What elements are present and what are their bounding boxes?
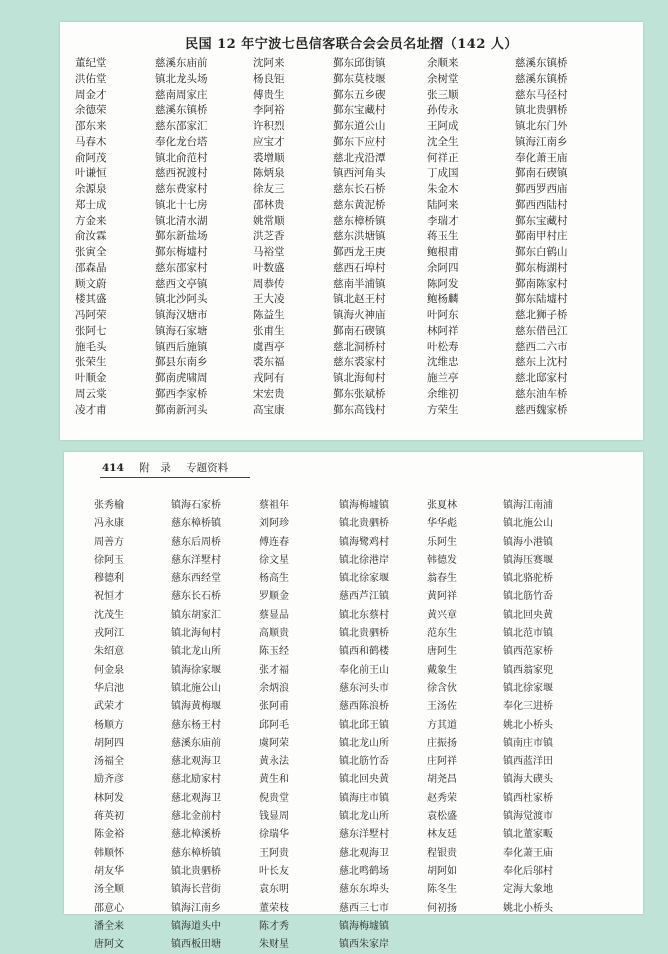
- member-name: 洪芝香: [253, 230, 285, 243]
- member-address: 奉化后邬村: [503, 865, 553, 877]
- member-address: 慈溪东庙前: [171, 737, 221, 749]
- member-name: 徐文星: [259, 554, 289, 566]
- member-address: 鄞西龙王庚: [333, 246, 386, 258]
- member-address: 镇海徐家堰: [171, 664, 221, 676]
- member-name: 朱金木: [427, 183, 459, 195]
- member-name: 蔡显品: [259, 609, 289, 621]
- member-name: 高顺贵: [259, 628, 289, 640]
- member-name: 林友廷: [427, 829, 457, 841]
- member-address: 慈东借邑江: [515, 324, 568, 337]
- member-name: 余炳浪: [259, 682, 289, 694]
- member-name: 王大凌: [253, 293, 285, 306]
- member-address: 奉化萧王庙: [515, 151, 568, 164]
- member-name: 陈冬生: [427, 884, 457, 896]
- member-name: 王汤佐: [427, 701, 457, 713]
- member-name: 孙传永: [427, 104, 459, 117]
- member-address: 慈东长石桥: [171, 591, 221, 603]
- member-name: 陈才秀: [259, 920, 289, 932]
- member-name: 沈阿来: [253, 57, 285, 69]
- member-address: 慈东东埠头: [339, 884, 389, 896]
- member-address: 慈东费家村: [155, 183, 208, 195]
- member-name: 邵东来: [75, 120, 107, 132]
- member-name: 王阿成: [427, 120, 459, 132]
- member-address: 慈北观海卫: [171, 756, 221, 768]
- member-address: 鄞东邱街镇: [333, 57, 386, 69]
- member-name: 凌才甫: [75, 403, 107, 416]
- member-name: 张三顺: [427, 88, 459, 101]
- member-address: 镇北筋竹岙: [503, 591, 553, 603]
- member-name: 武荣才: [94, 701, 124, 713]
- member-address: 慈东长石桥: [333, 183, 386, 195]
- member-address: 慈北狮子桥: [515, 309, 568, 321]
- member-name: 邵森晶: [75, 261, 107, 274]
- member-name: 徐含伙: [427, 682, 457, 694]
- member-address: 镇西杜家桥: [503, 792, 553, 804]
- member-address: 慈溪东镇桥: [515, 72, 568, 85]
- member-address: 鄞东梅湖村: [515, 261, 568, 274]
- member-address: 鄞东宝藏村: [515, 214, 568, 227]
- member-name: 俞阿茂: [75, 151, 107, 164]
- member-address: 镇北徐家堰: [503, 682, 553, 694]
- header-rule: [100, 477, 250, 478]
- member-name: 陈阿发: [427, 277, 459, 290]
- member-name: 华华彪: [427, 518, 457, 530]
- member-name: 张荣生: [75, 356, 107, 369]
- member-address: 镇海黄梅堰: [171, 701, 221, 713]
- member-address: 慈东杨王村: [171, 719, 221, 731]
- member-address: [503, 918, 634, 936]
- member-name: 施毛头: [75, 340, 107, 353]
- member-address: 镇北俞范村: [155, 151, 208, 164]
- member-address: 鄞南虎啸周: [155, 372, 208, 384]
- member-address: 镇海石家桥: [171, 500, 221, 511]
- member-address: 镇北徐家堰: [339, 573, 389, 585]
- member-address: 镇北回央黄: [503, 609, 553, 621]
- member-name: 李阿裕: [253, 104, 285, 117]
- member-name: 叶阿东: [427, 309, 459, 321]
- member-name: 马裕堂: [253, 246, 285, 258]
- member-address: 镇海鹭鸡村: [339, 536, 389, 548]
- member-name: 高宝康: [253, 403, 285, 416]
- member-name: 韩顺怀: [94, 847, 124, 859]
- member-address: 慈南半浦镇: [333, 277, 386, 290]
- member-address: 镇北施公山: [171, 682, 221, 694]
- member-address: 鄞东张斌桥: [333, 387, 386, 400]
- member-address: 镇海梅墟镇: [339, 500, 389, 511]
- member-address: 鄞东梅墟村: [155, 246, 208, 258]
- member-name: 韩德发: [427, 554, 457, 566]
- member-address: 镇北董家畈: [503, 829, 553, 841]
- member-address: 镇北龙山所: [339, 811, 389, 823]
- member-name: 王阿贵: [259, 847, 289, 859]
- member-address: 慈东洋墅村: [339, 829, 389, 841]
- member-name: 冯阿荣: [75, 309, 107, 321]
- member-address: 镇海江南乡: [515, 135, 568, 148]
- member-address: 慈北励家村: [171, 774, 221, 786]
- member-name: 林阿发: [94, 792, 124, 804]
- member-name: 钱显周: [259, 811, 289, 823]
- member-address: 姚北小桥头: [503, 719, 553, 731]
- member-name: 施兰亭: [427, 372, 459, 384]
- member-name: 华启池: [94, 682, 124, 694]
- member-address: 慈南周家庄: [155, 88, 208, 101]
- page-title: 民国 12 年宁波七邑信客联合会会员名址摺（142 人）: [185, 37, 518, 52]
- member-name: 方金来: [75, 214, 107, 227]
- member-address: 鄞东宝藏村: [333, 104, 386, 117]
- member-name: 励齐彦: [94, 774, 124, 786]
- member-address: 慈北戎沿潭: [333, 151, 386, 164]
- member-name: 刘阿珍: [259, 518, 289, 530]
- member-name: 沈全生: [427, 135, 459, 148]
- member-name: 黄永法: [259, 756, 289, 768]
- member-address: 慈西二六市: [515, 340, 568, 353]
- member-name: 李瑞才: [427, 214, 459, 227]
- member-name: 戎阿有: [253, 372, 285, 384]
- member-address: 镇东胡家汇: [171, 609, 221, 621]
- member-name: 戴象生: [427, 664, 457, 676]
- member-name: 张秀榆: [94, 500, 124, 511]
- member-name: 叶谦恒: [75, 167, 107, 180]
- member-name: 赵秀荣: [427, 792, 457, 804]
- member-name: 蒋英初: [94, 811, 124, 823]
- member-name: 叶顺金: [75, 372, 107, 384]
- member-name: 方荣生: [427, 403, 459, 416]
- member-address: 镇西和鹤楼: [339, 646, 389, 658]
- member-address: 鄞西李家桥: [155, 387, 208, 400]
- member-name: 祝恒才: [94, 591, 124, 603]
- member-address: 镇海石家塘: [155, 324, 208, 337]
- member-name: 邵意心: [94, 902, 124, 914]
- member-name: 张阿七: [75, 324, 107, 337]
- member-name: 倪贵堂: [259, 792, 289, 804]
- member-address: 镇海庄市镇: [339, 792, 389, 804]
- member-name: 叶数盛: [253, 261, 285, 274]
- member-name: 董荣枝: [259, 902, 289, 914]
- member-address: 慈北洞桥村: [333, 340, 386, 353]
- member-address: 镇北范市镇: [503, 628, 553, 640]
- member-name: 杨高生: [259, 573, 289, 585]
- member-name: 冯永康: [94, 518, 124, 530]
- upper-document-page: [60, 22, 643, 440]
- member-name: 叶松寿: [427, 340, 459, 353]
- member-address: 慈北邸家村: [515, 372, 568, 384]
- chapter-label: 专题资料: [186, 462, 229, 474]
- member-address: 慈西石埠村: [333, 261, 386, 274]
- member-name: 周金才: [75, 88, 107, 101]
- member-name: 洪佑堂: [75, 72, 107, 85]
- member-address: 姚北小桥头: [503, 902, 553, 914]
- member-name: 何初扬: [427, 902, 457, 914]
- member-address: 镇北筋竹岙: [339, 756, 389, 768]
- member-address: 镇北东蔡村: [339, 609, 389, 621]
- member-name: 马春木: [75, 135, 107, 148]
- member-name: 戎阿江: [94, 628, 124, 640]
- member-name: 蒋玉生: [427, 230, 459, 243]
- member-address: 镇北海甸村: [333, 372, 386, 384]
- member-address: 镇北沙阿头: [155, 293, 208, 306]
- member-name: 方其道: [427, 719, 457, 731]
- member-address: 镇北赵王村: [333, 293, 386, 306]
- member-address: 慈溪东镇桥: [515, 57, 568, 69]
- member-name: 陈金裕: [94, 829, 124, 841]
- member-address: 鄞东陆墟村: [515, 293, 568, 306]
- member-name: 胡友华: [94, 865, 124, 877]
- member-address: 镇西朱家岸: [339, 939, 389, 951]
- member-name: 范东生: [427, 628, 457, 640]
- member-address: 慈西文亭镇: [155, 277, 208, 290]
- member-address: 慈东洪塘镇: [333, 230, 386, 243]
- member-address: 镇北回央黄: [339, 774, 389, 786]
- member-name: 虞阿荣: [259, 737, 289, 749]
- member-address: 鄞东下应村: [333, 135, 386, 148]
- member-name: 余源泉: [75, 183, 107, 195]
- member-address: 鄞西罗西庙: [515, 183, 568, 195]
- member-address: 镇北贵驷桥: [339, 518, 389, 530]
- member-address: 慈东黄泥桥: [333, 198, 386, 211]
- member-address: 慈北金前村: [171, 811, 221, 823]
- member-address: 镇西翁家兜: [503, 664, 553, 676]
- member-name: 周云棠: [75, 387, 107, 400]
- member-name: 庄振扬: [427, 737, 457, 749]
- member-name: 陈炳泉: [253, 167, 285, 180]
- member-name: 沈茂生: [94, 609, 124, 621]
- member-address: 慈东邵家汇: [155, 120, 208, 132]
- member-address: 镇北贵驷桥: [171, 865, 221, 877]
- member-address: 镇海压赛堰: [503, 554, 553, 566]
- member-address: 鄞东莫枝堰: [333, 72, 386, 85]
- member-address: 慈西魏家桥: [515, 403, 568, 416]
- member-name: 杨良钜: [253, 72, 285, 85]
- member-name: 邵林贵: [253, 198, 285, 211]
- member-name: 胡尧昌: [427, 774, 457, 786]
- member-name: 胡阿四: [94, 737, 124, 749]
- member-address: 鄞南石碶镇: [515, 167, 568, 180]
- member-name: 俞汝霖: [75, 230, 107, 243]
- member-name: 林阿祥: [427, 324, 459, 337]
- member-address: 鄞东五乡碶: [333, 88, 386, 101]
- member-address: 慈东邵家村: [155, 261, 208, 274]
- member-address: 镇北十七房: [155, 198, 208, 211]
- member-address: 镇北龙头场: [155, 72, 208, 85]
- member-address: 镇西后施镇: [155, 340, 208, 353]
- member-address: 镇西蓝洋田: [503, 756, 553, 768]
- member-name: 丁成国: [427, 167, 459, 180]
- member-name: 徐阿玉: [94, 554, 124, 566]
- member-address: 慈北观海卫: [339, 847, 389, 859]
- lower-document-page: [64, 452, 643, 951]
- member-address: 鄞县东南乡: [155, 356, 208, 369]
- member-name: 裘东福: [253, 356, 285, 369]
- member-address: 镇海梅墟镇: [339, 920, 389, 932]
- member-address: 慈溪东镇桥: [155, 104, 208, 117]
- member-address: 镇海江南乡: [171, 902, 221, 914]
- member-name: 裘增顺: [253, 151, 285, 164]
- member-name: 陆阿来: [427, 198, 459, 211]
- member-name: 姚常顺: [253, 214, 285, 227]
- member-name: 朱绍意: [94, 646, 124, 658]
- member-address: 奉化前王山: [339, 664, 389, 676]
- member-name: 陈玉经: [259, 646, 289, 658]
- member-name: 应宝才: [253, 135, 285, 148]
- member-address: 慈北樟溪桥: [171, 829, 221, 841]
- member-name: 张夏林: [427, 500, 457, 511]
- member-name: 杨顺方: [94, 719, 124, 731]
- member-address: 镇北海甸村: [171, 628, 221, 640]
- member-address: 慈西三七市: [339, 902, 389, 914]
- member-name: 余维初: [427, 387, 459, 400]
- member-name: 何祥正: [427, 151, 459, 164]
- member-name-table-lower: [94, 497, 634, 954]
- member-name: 叶长友: [259, 865, 289, 877]
- member-address: 慈西陈浪桥: [339, 701, 389, 713]
- member-address: 慈北观海卫: [171, 792, 221, 804]
- member-address: 慈东樟桥镇: [333, 214, 386, 227]
- member-name: 余阿四: [427, 261, 459, 274]
- member-name-table-upper: [75, 56, 635, 418]
- member-address: 慈西祝渡村: [155, 167, 208, 180]
- member-address: 慈西芦江镇: [339, 591, 389, 603]
- member-address: 镇北东门外: [515, 120, 568, 132]
- member-address: 奉化萧王庙: [503, 847, 553, 859]
- member-address: 镇北贵驷桥: [515, 104, 568, 117]
- member-address: 慈东后周桥: [171, 536, 221, 548]
- page-number: 414: [102, 462, 124, 474]
- member-name: 乐阿生: [427, 536, 457, 548]
- member-address: 镇北龙山所: [339, 737, 389, 749]
- member-name: 周恭传: [253, 277, 285, 290]
- member-name: 汤全顺: [94, 884, 124, 896]
- member-address: 镇西板田塘: [171, 939, 221, 951]
- member-address: 鄞东新盐场: [155, 230, 208, 243]
- member-name: 鲍杨麟: [427, 293, 459, 306]
- member-name: 张甫生: [253, 324, 285, 337]
- member-address: 慈东西经堂: [171, 573, 221, 585]
- member-name: 潘全来: [94, 920, 124, 932]
- member-name: 董纪堂: [75, 57, 107, 69]
- member-address: 鄞南石碶镇: [333, 324, 386, 337]
- member-address: 镇北徐港岸: [339, 554, 389, 566]
- member-address: 镇海江南浦: [503, 500, 553, 511]
- member-name: 宋宏贵: [253, 387, 285, 400]
- member-name: 余树堂: [427, 72, 459, 85]
- member-name: 程银贵: [427, 847, 457, 859]
- member-address: 慈东马径村: [515, 88, 568, 101]
- member-address: 镇北贵驷桥: [339, 628, 389, 640]
- member-address: 鄞西西陆村: [515, 198, 568, 211]
- member-address: 鄞东白鹤山: [515, 246, 568, 258]
- section-label: 附 录: [139, 462, 171, 474]
- member-name: 唐阿文: [94, 939, 124, 951]
- member-address: 镇西河角头: [333, 167, 386, 180]
- member-name: 罗顺金: [259, 591, 289, 603]
- member-name: 庄阿祥: [427, 756, 457, 768]
- member-address: 镇北清水湖: [155, 214, 208, 227]
- member-name: 沈维忠: [427, 356, 459, 369]
- member-address: 镇北龙山所: [171, 646, 221, 658]
- member-name: 许积烈: [253, 120, 285, 132]
- member-name: 顾文蔚: [75, 277, 107, 290]
- member-name: 鲍根甫: [427, 246, 459, 258]
- member-address: 镇海火神庙: [333, 309, 386, 321]
- member-address: 镇海大碶头: [503, 774, 553, 786]
- member-name: 朱财星: [259, 939, 289, 951]
- member-address: 慈北鸣鹤场: [339, 865, 389, 877]
- member-name: 虞酉亭: [253, 340, 285, 353]
- member-name: 余顺来: [427, 57, 459, 69]
- member-name: 何金泉: [94, 664, 124, 676]
- member-address: 鄞南新河头: [155, 403, 208, 416]
- member-name: [427, 918, 503, 936]
- member-address: 镇北骆驼桥: [503, 573, 553, 585]
- member-name: 黄生和: [259, 774, 289, 786]
- member-name: 傅贵生: [253, 88, 285, 101]
- member-name: 张寅全: [75, 246, 107, 258]
- member-address: 鄞东道公山: [333, 120, 386, 132]
- member-address: 镇南庄市镇: [503, 737, 553, 749]
- member-address: 鄞东高钱村: [333, 403, 386, 416]
- member-address: 镇海觉渡市: [503, 811, 553, 823]
- member-name: 袁松盛: [427, 811, 457, 823]
- member-address: 奉化三进桥: [503, 701, 553, 713]
- member-name: 蔡祖年: [259, 500, 289, 511]
- member-name: 汤福全: [94, 756, 124, 768]
- member-name: 陈益生: [253, 309, 285, 321]
- member-name: 余德荣: [75, 104, 107, 117]
- member-address: 镇海长营街: [171, 884, 221, 896]
- member-address: 慈溪东庙前: [155, 57, 208, 69]
- member-name: 黄兴章: [427, 609, 457, 621]
- member-name: 胡阿如: [427, 865, 457, 877]
- member-address: 慈东上沈村: [515, 356, 568, 369]
- member-address: 镇海小港镇: [503, 536, 553, 548]
- member-address: 慈东樟桥镇: [171, 847, 221, 859]
- member-name: 袁东明: [259, 884, 289, 896]
- member-name: 张阿甫: [259, 701, 289, 713]
- member-address: 镇北邱王镇: [339, 719, 389, 731]
- member-address: 慈东河头市: [339, 682, 389, 694]
- member-name: 邱阿毛: [259, 719, 289, 731]
- member-address: 镇西范家桥: [503, 646, 553, 658]
- member-address: 慈东洋墅村: [171, 554, 221, 566]
- member-name: 郑士成: [75, 198, 107, 211]
- member-name: 穆德利: [94, 573, 124, 585]
- member-address: [503, 936, 634, 954]
- member-name: [427, 936, 503, 954]
- member-address: 鄞南甲村庄: [515, 230, 568, 243]
- member-address: 定海大象地: [503, 884, 553, 896]
- member-address: 慈东裘家村: [333, 356, 386, 369]
- member-name: 张才福: [259, 664, 289, 676]
- member-name: 唐阿生: [427, 646, 457, 658]
- member-address: 奉化龙台塔: [155, 135, 208, 148]
- member-address: 镇海汉塘市: [155, 309, 208, 321]
- member-address: 慈东樟桥镇: [171, 518, 221, 530]
- member-name: 黄阿祥: [427, 591, 457, 603]
- member-address: 慈东油车桥: [515, 387, 568, 400]
- member-name: 徐友三: [253, 183, 285, 195]
- member-name: 楼其盛: [75, 293, 107, 306]
- member-address: 镇北施公山: [503, 518, 553, 530]
- member-address: 鄞南陈家村: [515, 277, 568, 290]
- member-name: 周善方: [94, 536, 124, 548]
- member-name: 翁春生: [427, 573, 457, 585]
- member-address: 镇海道头中: [171, 920, 221, 932]
- member-name: 傅连春: [259, 536, 289, 548]
- member-name: 徐瑞华: [259, 829, 289, 841]
- running-header: [102, 460, 228, 475]
